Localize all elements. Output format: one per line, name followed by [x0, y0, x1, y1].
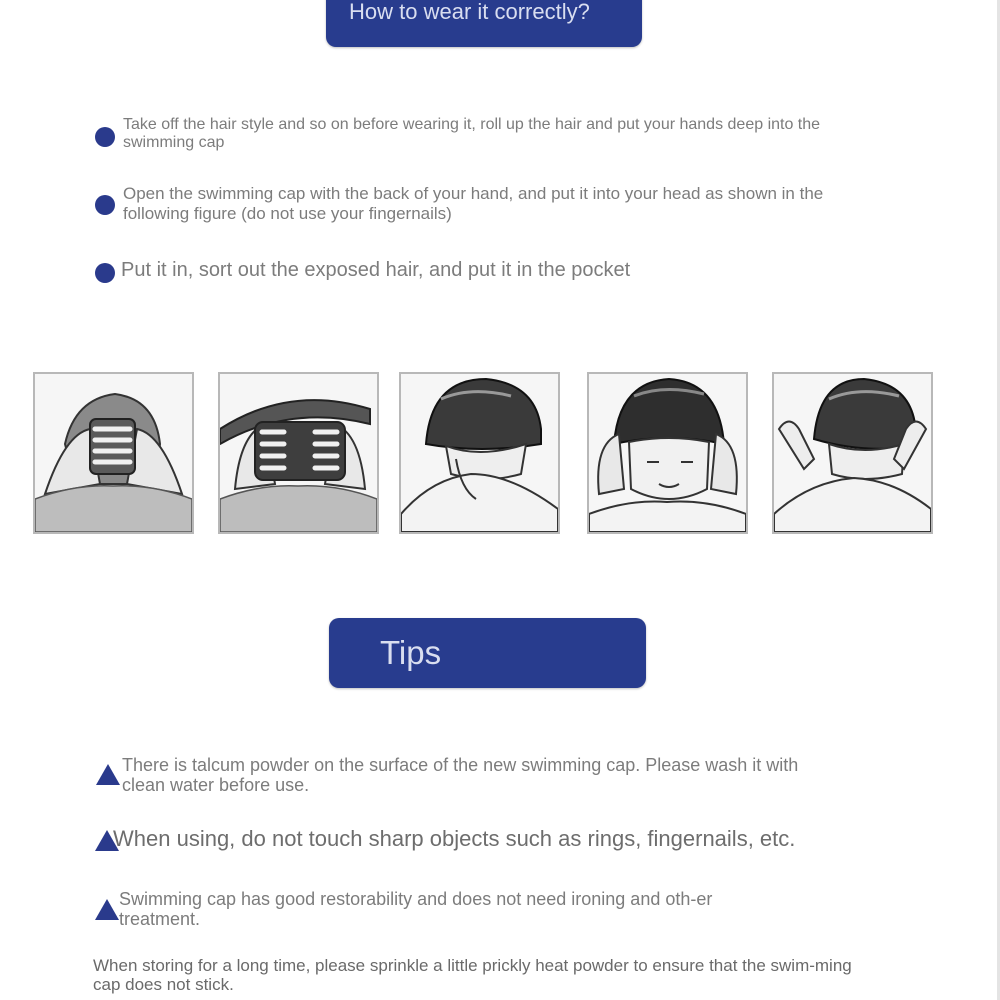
step-1-text: Take off the hair style and so on before wearing it, roll up the hair and put your hands deep into the swimming cap	[123, 116, 821, 152]
tips-title: Tips	[380, 634, 442, 671]
storage-note: When storing for a long time, please sprinkle a little prickly heat powder to ensure that the swim-ming cap does not stick.	[93, 956, 852, 994]
tucking-hair-illustration	[772, 372, 933, 534]
tip-2-text: When using, do not touch sharp objects such as rings, fingernails, etc.	[113, 826, 796, 851]
triangle-bullet-icon	[95, 899, 119, 920]
hands-in-cap-illustration	[33, 372, 194, 534]
bullet-dot-icon	[95, 263, 115, 283]
bullet-dot-icon	[95, 195, 115, 215]
tip-3-text: Swimming cap has good restorability and does not need ironing and oth-er treatment.	[119, 889, 713, 929]
cap-stretched-illustration	[218, 372, 379, 534]
step-2-text: Open the swimming cap with the back of your hand, and put it into your head as shown in the following figure (do not use your fingernails)	[123, 184, 824, 223]
triangle-bullet-icon	[96, 764, 120, 785]
tip-1-text: There is talcum powder on the surface of the new swimming cap. Please wash it with clean water before use.	[122, 755, 799, 795]
cap-on-head-back-illustration	[399, 372, 560, 534]
cap-on-head-front-illustration	[587, 372, 748, 534]
how-to-wear-title: How to wear it correctly?	[349, 0, 590, 24]
how-to-wear-banner	[326, 0, 642, 47]
tips-banner	[329, 618, 646, 688]
step-3-text: Put it in, sort out the exposed hair, and put it in the pocket	[121, 259, 631, 281]
bullet-dot-icon	[95, 127, 115, 147]
